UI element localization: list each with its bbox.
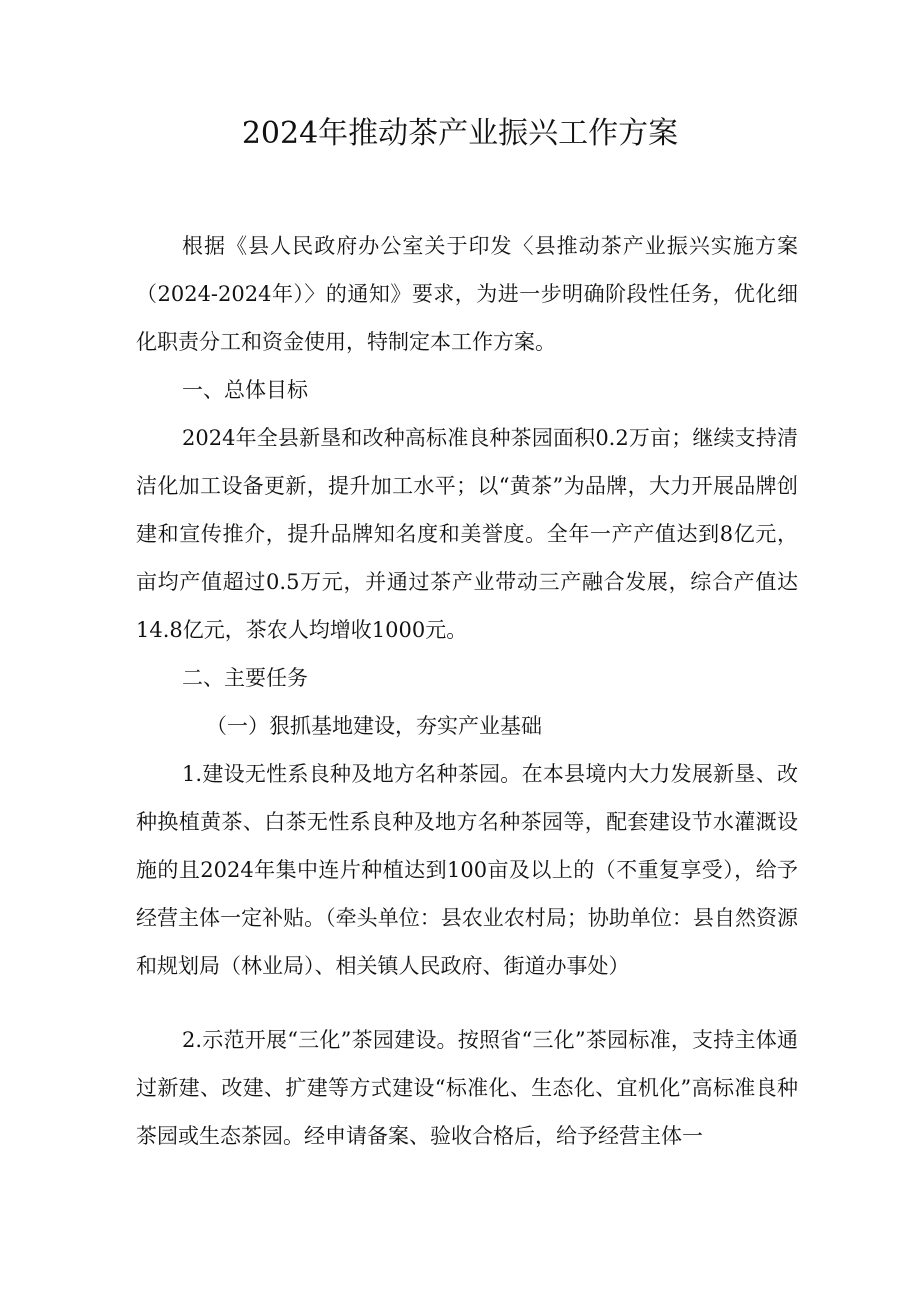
task-item-2: 2.示范开展“三化”茶园建设。按照省“三化”茶园标准，支持主体通过新建、改建、扩建等方式建设“标准化、生态化、宜机化”高标准良种茶园或生态茶园。经申请备案、验收合格后，给予经营主体一	[136, 1028, 798, 1148]
task-item-1: 1.建设无性系良种及地方名种茶园。在本县境内大力发展新垦、改种换植黄茶、白茶无性系良种及地方名种茶园等，配套建设节水灌溉设施的且2024年集中连片种植达到100亩及以上的（不重复享受），给予经营主体一定补贴。（牵头单位：县农业农村局；协助单位：县自然资源和规划局（林业局）、相关镇人民政府、街道办事处）	[136, 762, 798, 978]
subsection-heading-base-construction: （一）狠抓基地建设，夯实产业基础	[206, 714, 542, 738]
section-heading-overall-goal: 一、总体目标	[182, 378, 308, 402]
overall-goal-paragraph: 2024年全县新垦和改种高标准良种茶园面积0.2万亩；继续支持清洁化加工设备更新，提升加工水平；以“黄茶”为品牌，大力开展品牌创建和宣传推介，提升品牌知名度和美誉度。全年一产产值达到8亿元，亩均产值超过0.5万元，并通过茶产业带动三产融合发展，综合产值达14.8亿元，茶农人均增收1000元。	[136, 426, 798, 642]
paragraph-gap	[136, 990, 798, 1016]
document-body	[136, 222, 798, 1160]
intro-paragraph: 根据《县人民政府办公室关于印发〈县推动茶产业振兴实施方案（2024-2024年）〉的通知》要求，为进一步明确阶段性任务，优化细化职责分工和资金使用，特制定本工作方案。	[136, 234, 798, 354]
section-heading-main-tasks: 二、主要任务	[182, 666, 308, 690]
document-title: 2024年推动茶产业振兴工作方案	[241, 116, 679, 151]
